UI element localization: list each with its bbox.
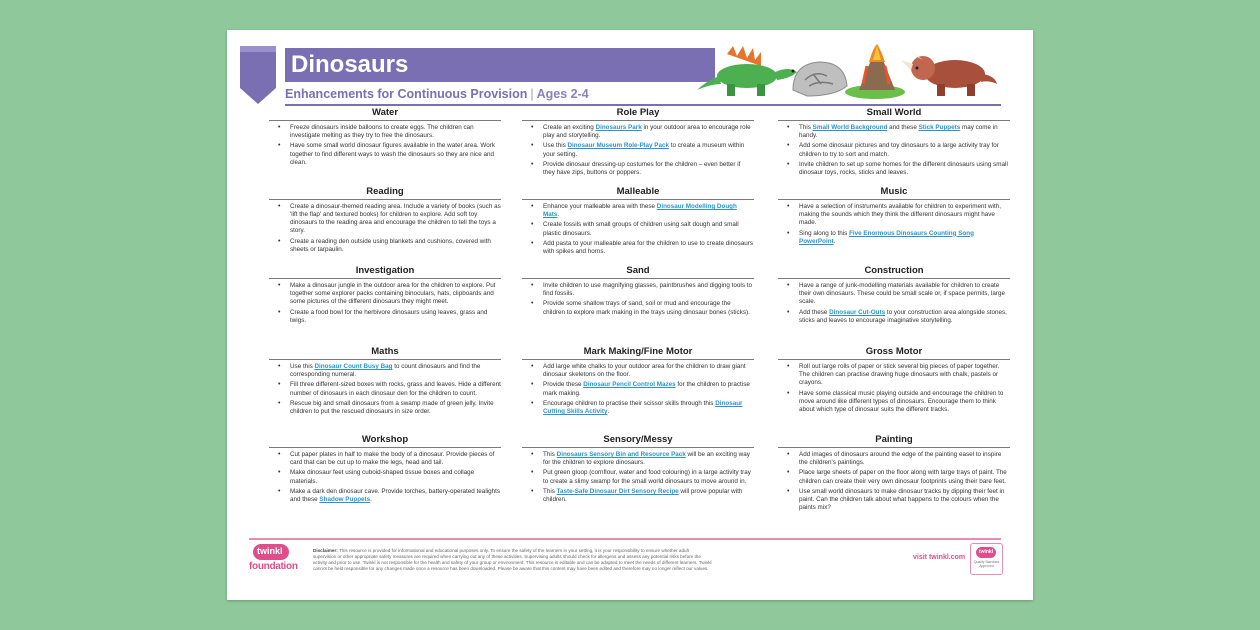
- item-text: .: [607, 408, 610, 416]
- item-text: .: [557, 211, 560, 219]
- resource-link[interactable]: Dinosaur Count Busy Bag: [314, 363, 393, 370]
- item-text: Make a dinosaur jungle in the outdoor area for the children to explore. Put together some explorer packs containing binoculars, hats, clipboards and some pictures of the different dinosaurs they might meet.: [290, 282, 496, 306]
- section-title: Workshop: [269, 434, 501, 448]
- section-sand: [522, 265, 754, 319]
- list-item: [799, 124, 1010, 140]
- item-text: Make a dark den dinosaur cave. Provide torches, battery-operated tealights and these: [290, 487, 501, 504]
- list-item: [543, 203, 754, 219]
- list-item: [799, 309, 1010, 325]
- page-title: Dinosaurs: [291, 51, 409, 78]
- section-construction: [778, 265, 1010, 327]
- triceratops-icon: [901, 50, 997, 96]
- list-item: [290, 400, 501, 416]
- list-item: [799, 363, 1010, 387]
- section-title: Small World: [778, 107, 1010, 121]
- section-small-world: [778, 107, 1010, 179]
- list-item: [290, 282, 501, 306]
- resource-link[interactable]: Dinosaur Pencil Control Mazes: [583, 381, 676, 389]
- section-title: Water: [269, 107, 501, 121]
- bullet-list: [522, 451, 754, 504]
- item-text: Put green gloop (cornflour, water and food colouring) in a large activity tray to create a slimy swamp for the small world dinosaurs to move around in.: [543, 469, 751, 485]
- list-item: [543, 451, 754, 467]
- list-item: [290, 203, 501, 235]
- item-text: Invite children to set up some homes for the different dinosaurs using small dinosaur toys, rocks, sticks and leaves.: [799, 160, 1008, 177]
- item-text: Add pasta to your malleable area for the children to use to create dinosaurs with spikes and horns.: [543, 239, 754, 256]
- item-text: .: [370, 496, 372, 504]
- bullet-list: [778, 451, 1010, 512]
- section-music: [778, 186, 1010, 248]
- section-title: Sensory/Messy: [522, 434, 754, 448]
- item-text: This: [543, 451, 557, 458]
- disclaimer-label: Disclaimer:: [313, 548, 338, 553]
- item-text: for the children to practise mark making.: [543, 381, 750, 397]
- bullet-list: [522, 282, 754, 317]
- quality-seal: [970, 543, 1003, 575]
- section-title: Maths: [269, 346, 501, 360]
- item-text: Roll out large rolls of paper or stick several big pieces of paper together. The children can practise drawing huge dinosaurs with chalk, pastels or crayons.: [799, 363, 1000, 387]
- bullet-list: [269, 203, 501, 254]
- list-item: [799, 142, 1010, 158]
- bullet-list: [269, 451, 501, 504]
- bookmark-ribbon-icon: [240, 46, 276, 104]
- resource-link[interactable]: Dinosaurs Sensory Bin and Resource Pack: [556, 451, 686, 458]
- item-text: Provide dinosaur dressing-up costumes for the children – even better if they have zips, buttons or poppers.: [543, 160, 741, 177]
- resource-link[interactable]: Dinosaur Cut-Outs: [829, 308, 886, 316]
- list-item: [799, 469, 1010, 485]
- disclaimer-text: This resource is provided for informational and educational purposes only. To ensure the safety of the learners in your setting, it is your responsibility to ensure whether adult supervision or other appropriate safety measures are required when carrying out any of these activities. Supervising adults should check for allergens and assess any potential risks before the activity and prior to use. Twinkl is not responsible for the health and safety of your group or environment. This resource is editable and can be adapted to meet the needs of different learners. Twinkl cannot be held responsible for any changes made once a resource has been downloaded. Please be aware that this content may have been edited and therefore may no longer reflect our values.: [313, 548, 712, 571]
- item-text: Have a range of junk-modelling materials available for children to create their own dinosaurs. These could be small scale or, if space permits, large scale.: [799, 282, 1006, 306]
- section-workshop: [269, 434, 501, 506]
- item-text: in your outdoor area to encourage role play and storytelling.: [543, 124, 751, 140]
- item-text: Use small world dinosaurs to make dinosaur tracks by dipping their feet in paint. Can the children talk about what happens to the colours when the paints mix?: [799, 487, 1005, 512]
- item-text: Fill three different-sized boxes with rocks, grass and leaves. Hide a different number of dinosaurs in each dinosaur den for the children to count.: [290, 381, 501, 397]
- list-item: [543, 240, 754, 256]
- bullet-list: [778, 282, 1010, 325]
- subtitle-separator: |: [530, 87, 534, 101]
- item-text: may come in handy.: [799, 124, 998, 140]
- item-text: Add these: [799, 308, 830, 316]
- bullet-list: [269, 124, 501, 167]
- item-text: Cut paper plates in half to make the body of a dinosaur. Provide pieces of card that can be cut up to make the legs, head and tail.: [290, 451, 495, 467]
- section-mark-making: [522, 346, 754, 418]
- resource-link[interactable]: Dinosaur Cutting Skills Activity: [543, 399, 743, 416]
- item-text: Place large sheets of paper on the floor along with large trays of paint. The children can create their very own dinosaur footprints using their bare feet.: [799, 469, 1007, 485]
- list-item: [799, 390, 1010, 414]
- subtitle-main: Enhancements for Continuous Provision: [285, 87, 528, 101]
- item-text: to create a museum within your setting.: [543, 142, 745, 158]
- item-text: Provide these: [543, 381, 584, 389]
- bullet-list: [269, 363, 501, 416]
- page-subtitle: [285, 87, 589, 101]
- item-text: and these: [887, 124, 919, 131]
- bullet-list: [778, 363, 1010, 414]
- item-text: Use this: [543, 142, 568, 150]
- bullet-list: [778, 203, 1010, 246]
- section-role-play: [522, 107, 754, 179]
- resource-link[interactable]: Dinosaur Modelling Dough Mats: [543, 203, 737, 219]
- item-text: Make dinosaur feet using cuboid-shaped tissue boxes and collage materials.: [290, 469, 475, 485]
- item-text: Create a food bowl for the herbivore dinosaurs using leaves, grass and twigs.: [290, 308, 488, 324]
- list-item: [290, 451, 501, 467]
- resource-link[interactable]: Dinosaurs Park: [595, 124, 642, 131]
- list-item: [290, 469, 501, 485]
- section-painting: [778, 434, 1010, 515]
- item-text: to your construction area alongside stones, sticks and leaves to encourage imaginative storytelling.: [799, 308, 1007, 324]
- subtitle-ages: Ages 2-4: [536, 87, 589, 101]
- resource-link[interactable]: Five Enormous Dinosaurs Counting Song PowerPoint: [799, 229, 974, 245]
- item-text: Create fossils with small groups of children using salt dough and small plastic dinosaurs.: [543, 221, 739, 237]
- list-item: [290, 488, 501, 504]
- section-title: Music: [778, 186, 1010, 200]
- bullet-list: [522, 363, 754, 416]
- resource-page: [227, 30, 1033, 600]
- list-item: [543, 469, 754, 485]
- resource-link[interactable]: Shadow Puppets: [319, 496, 371, 504]
- section-title: Reading: [269, 186, 501, 200]
- list-item: [543, 300, 754, 316]
- section-title: Investigation: [269, 265, 501, 279]
- item-text: .: [833, 237, 836, 245]
- item-text: This: [543, 487, 557, 495]
- dinosaur-illustrations: [697, 40, 997, 100]
- item-text: Enhance your malleable area with these: [543, 203, 657, 210]
- list-item: [799, 488, 1010, 512]
- section-title: Painting: [778, 434, 1010, 448]
- item-text: will be an exciting way for the children to explore dinosaurs.: [543, 451, 750, 467]
- volcano-icon: [845, 44, 905, 99]
- disclaimer: [313, 548, 713, 572]
- list-item: [543, 282, 754, 298]
- bullet-list: [522, 124, 754, 177]
- stegosaurus-icon: [697, 46, 797, 96]
- footer-divider: [249, 538, 1001, 540]
- resource-link[interactable]: Small World Background: [812, 124, 888, 131]
- item-text: Have a selection of instruments available for children to experiment with, making the sounds which they think the different dinosaurs might have made.: [799, 203, 1001, 227]
- item-text: Create a dinosaur-themed reading area. Include a variety of books (such as 'lift the flap' and textured books) for children to explore. Add soft toy dinosaurs to the reading area and encourage the children to tell the toys a story.: [290, 203, 501, 235]
- list-item: [543, 221, 754, 237]
- item-text: Create an exciting: [543, 124, 596, 131]
- visit-link[interactable]: visit twinkl.com: [913, 554, 966, 561]
- list-item: [290, 381, 501, 397]
- list-item: [543, 381, 754, 397]
- item-text: Rescue big and small dinosaurs from a swamp made of green jelly. Invite children to put the rescued dinosaurs in size order.: [290, 399, 494, 416]
- bullet-list: [778, 124, 1010, 177]
- list-item: [799, 203, 1010, 227]
- item-text: to count dinosaurs and find the corresponding numeral.: [290, 363, 481, 379]
- list-item: [543, 124, 754, 140]
- section-gross-motor: [778, 346, 1010, 416]
- seal-badge: twinkl: [976, 547, 996, 558]
- section-title: Sand: [522, 265, 754, 279]
- item-text: Add some dinosaur pictures and toy dinosaurs to a large activity tray for children to try to sort and match.: [799, 142, 999, 158]
- resource-link[interactable]: Stick Puppets: [918, 124, 961, 131]
- item-text: Invite children to use magnifying glasses, paintbrushes and digging tools to find fossils.: [543, 282, 752, 298]
- item-text: This: [799, 124, 813, 131]
- section-title: Malleable: [522, 186, 754, 200]
- section-title: Role Play: [522, 107, 754, 121]
- section-water: [269, 107, 501, 169]
- list-item: [290, 238, 501, 254]
- list-item: [290, 124, 501, 140]
- list-item: [543, 142, 754, 158]
- list-item: [290, 363, 501, 379]
- item-text: will prove popular with children.: [543, 487, 743, 504]
- logo-line1: twinkl: [257, 546, 283, 556]
- twinkl-foundation-logo: [249, 544, 299, 578]
- list-item: [543, 488, 754, 504]
- list-item: [799, 230, 1010, 246]
- item-text: Have some classical music playing outside and encourage the children to move around like different types of dinosaurs. Encourage them to think about which type of dinosaur suits the different tracks.: [799, 389, 1004, 413]
- list-item: [543, 161, 754, 177]
- bullet-list: [522, 203, 754, 256]
- list-item: [799, 282, 1010, 306]
- item-text: Sing along to this: [799, 229, 850, 237]
- list-item: [290, 309, 501, 325]
- section-sensory-messy: [522, 434, 754, 506]
- list-item: [543, 363, 754, 379]
- list-item: [799, 161, 1010, 177]
- seal-text: Quality Standard Approved: [973, 560, 1000, 568]
- section-title: Mark Making/Fine Motor: [522, 346, 754, 360]
- section-title: Construction: [778, 265, 1010, 279]
- logo-line2: foundation: [249, 561, 298, 572]
- item-text: Create a reading den outside using blankets and cushions, covered with sheets or tarpaulin.: [290, 237, 491, 253]
- item-text: Add images of dinosaurs around the edge of the painting easel to inspire the children's paintings.: [799, 451, 1002, 467]
- item-text: Encourage children to practise their scissor skills through this: [543, 399, 716, 407]
- fossil-rock-icon: [793, 62, 847, 96]
- item-text: Use this: [290, 363, 315, 370]
- list-item: [799, 451, 1010, 467]
- list-item: [543, 400, 754, 416]
- resource-link[interactable]: Dinosaur Museum Role-Play Pack: [567, 142, 669, 150]
- header-divider: [285, 104, 1001, 106]
- item-text: Freeze dinosaurs inside balloons to create eggs. The children can investigate melting as they try to free the dinosaurs.: [290, 124, 474, 140]
- section-malleable: [522, 186, 754, 258]
- section-maths: [269, 346, 501, 418]
- item-text: Provide some shallow trays of sand, soil or mud and encourage the children to explore mark making in the trays using dinosaur bones (sticks).: [543, 300, 750, 316]
- bullet-list: [269, 282, 501, 325]
- resource-link[interactable]: Taste-Safe Dinosaur Dirt Sensory Recipe: [556, 487, 679, 495]
- item-text: Have some small world dinosaur figures available in the water area. Work together to find different ways to wash the dinosaurs so they are nice and clean.: [290, 142, 495, 166]
- section-investigation: [269, 265, 501, 327]
- item-text: Add large white chalks to your outdoor area for the children to draw giant dinosaur skeletons on the floor.: [543, 363, 746, 379]
- list-item: [290, 142, 501, 166]
- section-title: Gross Motor: [778, 346, 1010, 360]
- section-reading: [269, 186, 501, 256]
